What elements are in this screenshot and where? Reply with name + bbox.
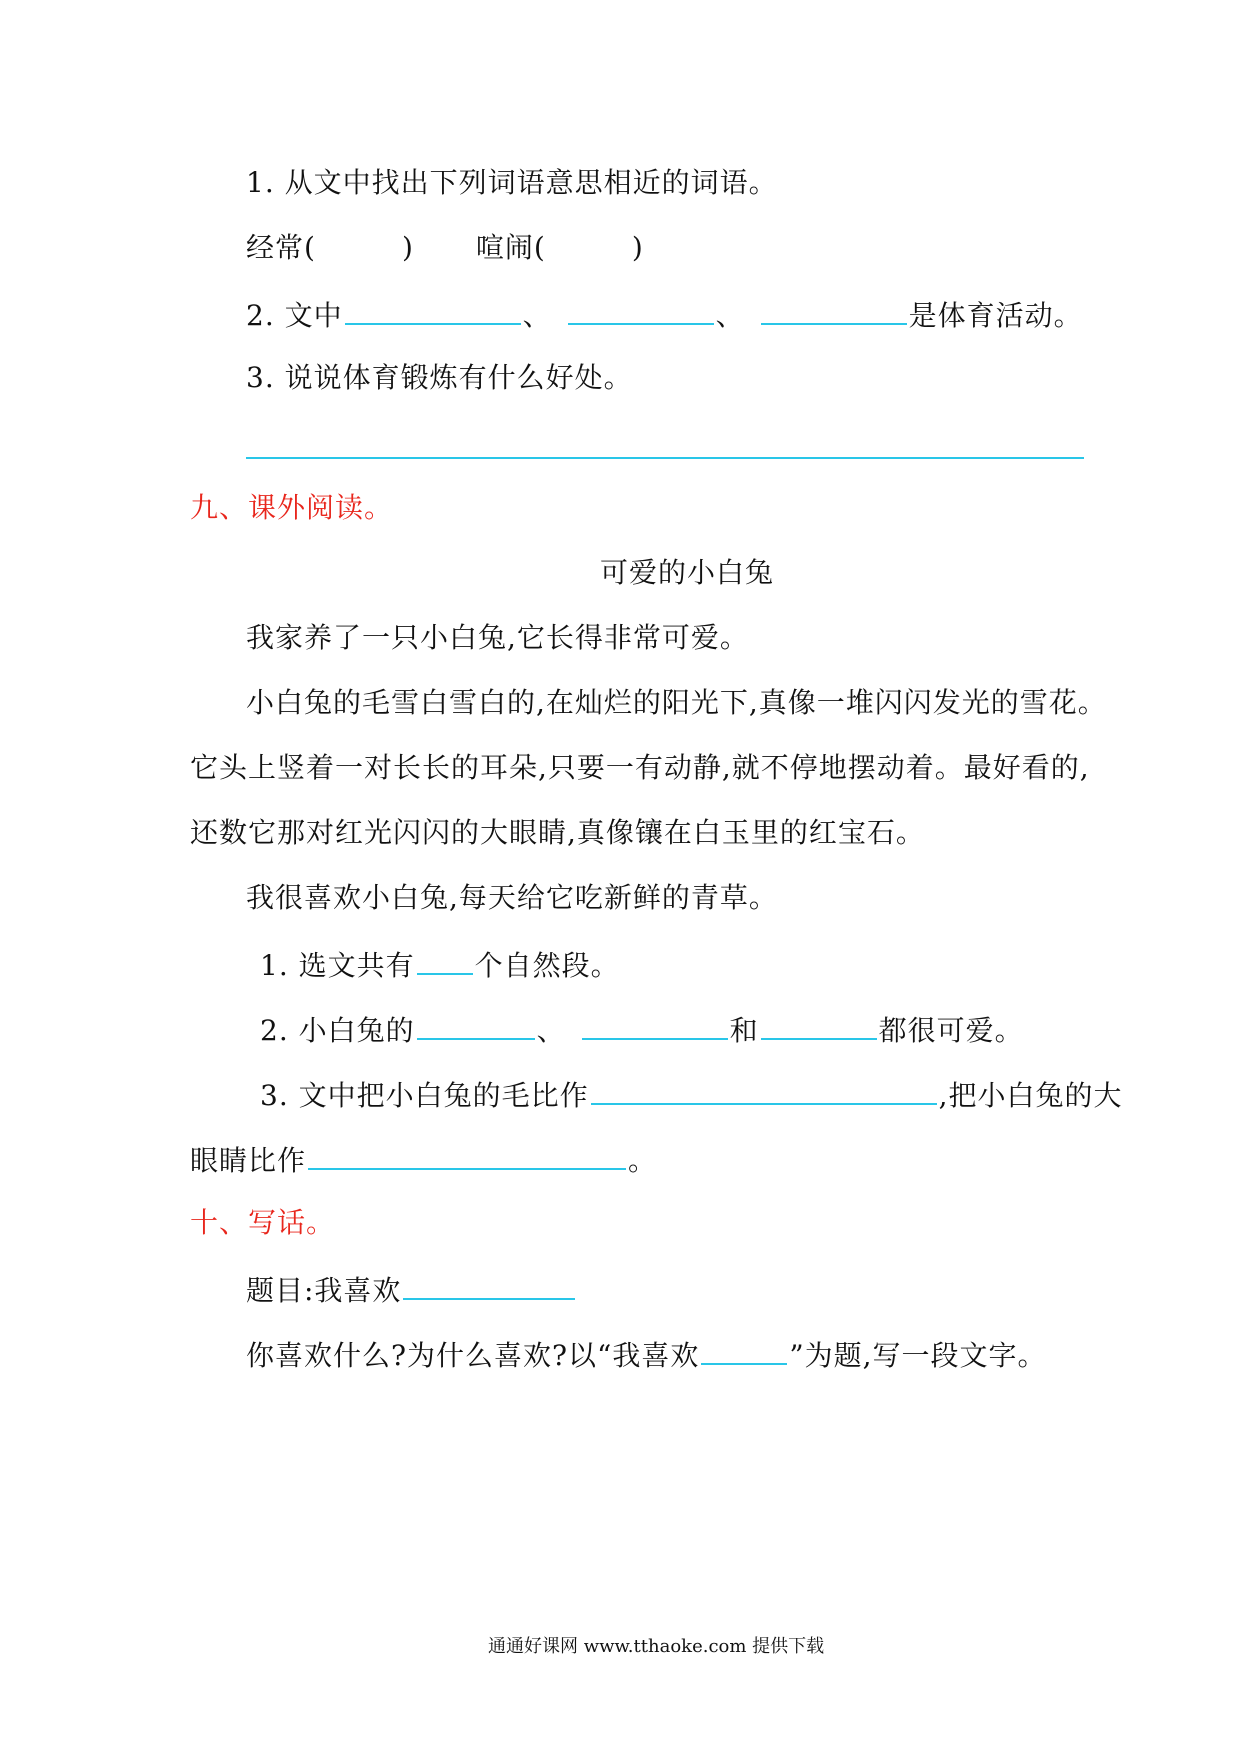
answer-blank[interactable] — [345, 293, 521, 325]
q8-item-1: 1. 从文中找出下列词语意思相近的词语。 — [246, 166, 778, 199]
answer-blank[interactable] — [582, 1008, 728, 1040]
answer-line[interactable] — [246, 457, 1084, 459]
answer-blank[interactable] — [761, 1008, 877, 1040]
q9-item-1: 1. 选文共有 个自然段。 — [260, 943, 620, 986]
answer-blank[interactable] — [591, 1073, 937, 1105]
passage-paragraph-2-line-3: 还数它那对红光闪闪的大眼睛,真像镶在白玉里的红宝石。 — [190, 816, 925, 849]
q8-synonym-row: 经常( ) 喧闹( ) — [246, 231, 644, 264]
q8-item-2: 2. 文中 、 、 是体育活动。 — [246, 293, 1083, 336]
q9-item-2: 2. 小白兔的 、 和 都很可爱。 — [260, 1008, 1024, 1051]
q9-item-3-cont: 眼睛比作 。 — [190, 1138, 657, 1181]
passage-paragraph-3: 我很喜欢小白兔,每天给它吃新鲜的青草。 — [246, 881, 778, 914]
passage-paragraph-1: 我家养了一只小白兔,它长得非常可爱。 — [246, 621, 749, 654]
footer-credit: 通通好课网 www.tthaoke.com 提供下载 — [488, 1636, 825, 1657]
answer-blank[interactable] — [568, 293, 714, 325]
q9-item-3: 3. 文中把小白兔的毛比作 ,把小白兔的大 — [260, 1073, 1123, 1116]
q8-item-3: 3. 说说体育锻炼有什么好处。 — [246, 361, 633, 394]
word-b: 喧闹 — [475, 231, 534, 264]
passage-title: 可爱的小白兔 — [600, 556, 775, 589]
answer-blank[interactable] — [417, 1008, 535, 1040]
section-9-heading: 九、课外阅读。 — [190, 491, 394, 524]
writing-prompt: 你喜欢什么?为什么喜欢?以“我喜欢 ”为题,写一段文字。 — [246, 1333, 1047, 1376]
passage-paragraph-2-line-1: 小白兔的毛雪白雪白的,在灿烂的阳光下,真像一堆闪闪发光的雪花。 — [246, 686, 1107, 719]
answer-blank[interactable] — [761, 293, 907, 325]
answer-blank[interactable] — [701, 1333, 787, 1365]
passage-paragraph-2-line-2: 它头上竖着一对长长的耳朵,只要一有动静,就不停地摆动着。最好看的, — [190, 751, 1090, 784]
answer-blank[interactable] — [403, 1268, 575, 1300]
answer-blank[interactable] — [308, 1138, 626, 1170]
section-10-heading: 十、写话。 — [190, 1206, 336, 1239]
word-a: 经常 — [246, 231, 305, 264]
writing-topic: 题目:我喜欢 — [246, 1268, 577, 1311]
answer-blank[interactable] — [417, 943, 473, 975]
